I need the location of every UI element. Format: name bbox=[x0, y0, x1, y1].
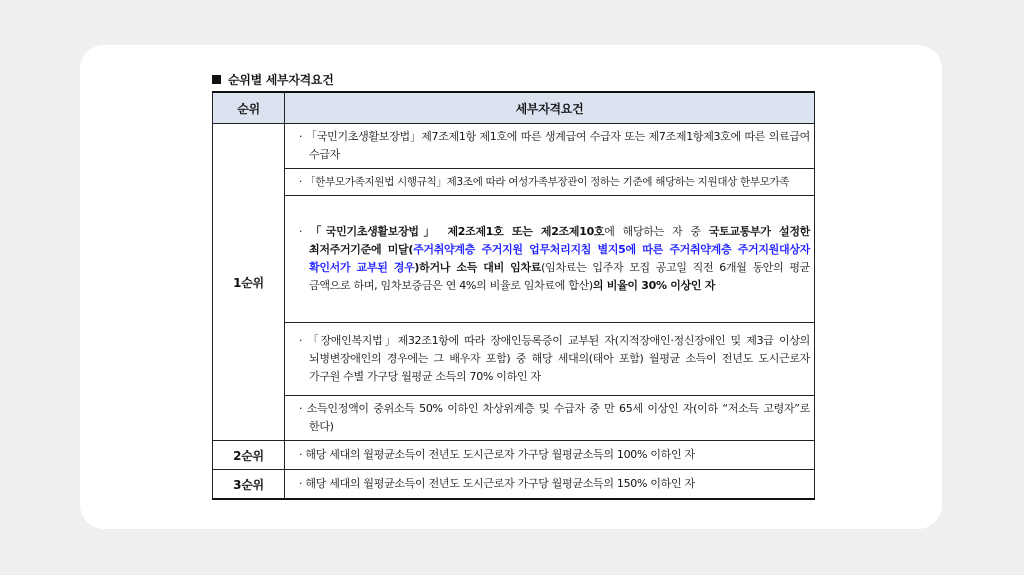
table-row-rank1-item3 bbox=[213, 196, 815, 323]
requirement-text: · 「국민기초생활보장법」제7조제1항 제1호에 따른 생계급여 수급자 또는 제7조제1항제3호에 따른 의료급여 수급자 bbox=[299, 130, 810, 161]
table-row-rank1-item1 bbox=[213, 124, 815, 169]
requirement-text: · 해당 세대의 월평균소득이 전년도 도시근로자 가구당 월평균소득의 150% 이하인 자 bbox=[299, 477, 695, 490]
table-row-rank2 bbox=[213, 441, 815, 470]
requirement-cell bbox=[285, 396, 815, 441]
header-rank: 순위 bbox=[213, 92, 285, 124]
table-row-rank3 bbox=[213, 470, 815, 500]
rank-cell-1: 1순위 bbox=[213, 124, 285, 441]
requirement-cell bbox=[285, 169, 815, 196]
rank-cell-2: 2순위 bbox=[213, 441, 285, 470]
requirement-text: · 소득인정액이 중위소득 50% 이하인 차상위계층 및 수급자 중 만 65세 이상인 자(이하 “저소득 고령자”로 한다) bbox=[299, 402, 810, 433]
requirement-cell bbox=[285, 196, 815, 323]
section-title: 순위별 세부자격요건 bbox=[228, 73, 334, 87]
requirements-table bbox=[212, 91, 815, 500]
section-heading bbox=[212, 71, 334, 88]
table-header-row bbox=[213, 92, 815, 124]
table-row-rank1-item5 bbox=[213, 396, 815, 441]
requirement-cell bbox=[285, 470, 815, 500]
requirement-text: · 「국민기초생활보장법」 제2조제1호 또는 제2조제10호에 해당하는 자 중 국토교통부가 설정한 최저주거기준에 미달(주거취약계층 주거지원 업무처리지침 별지5에 따른 주거취약계층 주거지원대상자 확인서가 교부된 경우)하거나 소득 대비 임차료(임차료는 입주자 모집 공고일 직전 6개월 동안의 평균 금액으로 하며, 임차보증금은 연 4%의 비율로 임차료에 합산)의 비율이 30% 이상인 자 bbox=[299, 225, 810, 292]
requirement-cell bbox=[285, 323, 815, 396]
table-row-rank1-item2 bbox=[213, 169, 815, 196]
requirement-cell bbox=[285, 124, 815, 169]
requirement-text: · 「장애인복지법」제32조1항에 따라 장애인등록증이 교부된 자(지적장애인·정신장애인 및 제3급 이상의 뇌병변장애인의 경우에는 그 배우자 포함) 중 해당 세대의(태아 포함) 월평균 소득이 전년도 도시근로자 가구원 수별 가구당 월평균 소득의 70% 이하인 자 bbox=[299, 334, 810, 383]
table-row-rank1-item4 bbox=[213, 323, 815, 396]
rank-cell-3: 3순위 bbox=[213, 470, 285, 500]
requirement-text: · 「한부모가족지원법 시행규칙」제3조에 따라 여성가족부장관이 정하는 기준에 해당하는 지원대상 한부모가족 bbox=[299, 176, 790, 188]
square-bullet-icon bbox=[212, 75, 221, 84]
header-requirements: 세부자격요건 bbox=[285, 92, 815, 124]
requirement-cell bbox=[285, 441, 815, 470]
requirement-text: · 해당 세대의 월평균소득이 전년도 도시근로자 가구당 월평균소득의 100% 이하인 자 bbox=[299, 448, 695, 461]
